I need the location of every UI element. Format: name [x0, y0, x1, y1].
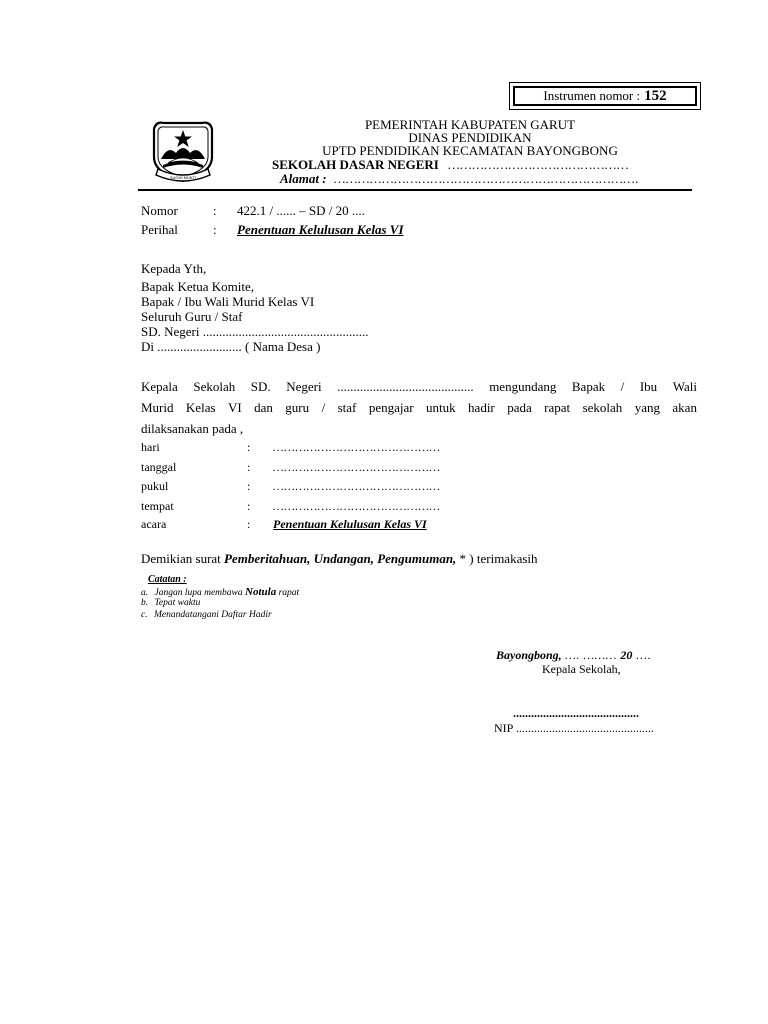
body-word: Bapak: [571, 379, 606, 394]
header-uptd: UPTD PENDIDIKAN KECAMATAN BAYONGBONG: [322, 143, 618, 158]
note-text-after: rapat: [276, 588, 300, 598]
body-word: VI: [227, 400, 242, 415]
detail-label: pukul: [141, 479, 169, 493]
letter-subject-colon: :: [213, 222, 217, 237]
detail-label: acara: [141, 517, 167, 531]
note-text: Jangan lupa membawa: [154, 588, 246, 598]
body-line-3: dilaksanakan pada ,: [141, 421, 244, 436]
letter-subject-value: Penentuan Kelulusan Kelas VI: [237, 222, 404, 237]
detail-colon: :: [247, 440, 251, 454]
body-word: akan: [672, 400, 697, 415]
detail-row-place: [141, 499, 541, 514]
body-word: yang: [634, 400, 660, 415]
signature-place: Bayongbong,: [496, 648, 562, 662]
detail-value: ………………………………………: [273, 440, 441, 454]
note-marker: a.: [141, 588, 149, 598]
body-word: untuk: [426, 400, 456, 415]
note-item: [141, 610, 272, 620]
letter-number-colon: :: [213, 203, 217, 218]
body-word: Kelas: [185, 400, 216, 415]
note-marker: c.: [141, 610, 148, 620]
instrument-label: Instrumen nomor :: [543, 88, 641, 103]
letter-subject-label: Perihal: [141, 222, 178, 237]
recipient-line: Bapak / Ibu Wali Murid Kelas VI: [141, 294, 315, 309]
recipient-line: Bapak Ketua Komite,: [141, 279, 254, 294]
closing-sentence: [141, 551, 538, 567]
body-word: /: [321, 400, 326, 415]
letter-number-label: Nomor: [141, 203, 178, 218]
detail-value: Penentuan Kelulusan Kelas VI: [273, 517, 427, 531]
body-word: /: [620, 379, 625, 394]
school-name-label: SEKOLAH DASAR NEGERI: [272, 157, 439, 172]
header-government: PEMERINTAH KABUPATEN GARUT: [364, 117, 576, 132]
school-address-row: [280, 171, 639, 187]
body-word: SD.: [250, 379, 271, 394]
letter-number-value: 422.1 / ...... – SD / 20 ....: [237, 203, 365, 218]
note-marker: b.: [141, 598, 149, 608]
header-divider: [138, 189, 692, 191]
instrument-number-box: [509, 82, 701, 110]
detail-row-date: [141, 460, 541, 475]
detail-row-day: [141, 440, 541, 455]
body-word: rapat: [544, 400, 571, 415]
body-word: Wali: [672, 379, 697, 394]
detail-value: ………………………………………: [273, 460, 441, 474]
letter-subject-row: [141, 222, 541, 238]
address-blank: ………………………………………………………………….: [333, 171, 640, 186]
body-word: Kepala: [141, 379, 178, 394]
detail-colon: :: [247, 499, 251, 513]
letter-number-row: [141, 203, 541, 219]
note-item: [141, 586, 299, 598]
garut-regency-emblem-icon: [148, 117, 218, 187]
header-department: DINAS PENDIDIKAN: [408, 130, 532, 145]
body-line-1: [141, 376, 697, 397]
body-word: pada: [507, 400, 532, 415]
detail-value: ………………………………………: [273, 499, 441, 513]
recipient-line: Seluruh Guru / Staf: [141, 309, 243, 324]
body-line-2: [141, 397, 697, 418]
recipient-greeting: Kepada Yth,: [141, 261, 207, 276]
body-paragraph: [141, 376, 697, 439]
signature-role: Kepala Sekolah,: [542, 662, 621, 676]
detail-value: ………………………………………: [273, 479, 441, 493]
body-word: Ibu: [639, 379, 658, 394]
body-word: ..........................................: [337, 379, 474, 394]
signature-year-blank: ….: [632, 648, 651, 662]
recipient-line: Di .......................... ( Nama Desa ): [141, 339, 321, 354]
body-word: mengundang: [489, 379, 557, 394]
signature-nip: NIP ..............................................: [494, 721, 654, 735]
closing-prefix: Demikian surat: [141, 551, 225, 566]
detail-label: hari: [141, 440, 160, 454]
body-word: dan: [254, 400, 273, 415]
note-text: Tepat waktu: [154, 598, 201, 608]
instrument-number: 152: [644, 87, 667, 104]
detail-label: tanggal: [141, 460, 177, 474]
note-strong: Notula: [245, 586, 277, 598]
detail-colon: :: [247, 517, 251, 531]
body-word: sekolah: [582, 400, 623, 415]
signature-name-blank: ..........................................: [513, 706, 639, 720]
signature-place-date: [496, 648, 650, 663]
closing-emphasis: Pemberitahuan, Undangan, Pengumuman,: [224, 551, 457, 566]
notes-title: Catatan :: [148, 574, 187, 585]
body-word: Sekolah: [193, 379, 236, 394]
school-name-blank: ………………………………………: [448, 157, 630, 172]
detail-colon: :: [247, 479, 251, 493]
detail-row-time: [141, 479, 541, 494]
body-word: guru: [285, 400, 310, 415]
detail-row-agenda: [141, 517, 541, 532]
body-word: Murid: [141, 400, 174, 415]
note-item: [141, 598, 200, 608]
body-word: staf: [337, 400, 357, 415]
address-label: Alamat :: [280, 171, 327, 186]
detail-label: tempat: [141, 499, 174, 513]
signature-year: 20: [620, 648, 633, 662]
closing-suffix: * ) terimakasih: [456, 551, 538, 566]
body-word: pengajar: [368, 400, 414, 415]
note-text: Menandatangani Daftar Hadir: [153, 610, 272, 620]
detail-colon: :: [247, 460, 251, 474]
signature-date-blank: …. ………: [561, 648, 621, 662]
recipient-line: SD. Negeri ...................................................: [141, 324, 369, 339]
svg-text:SUGIH MUKTI: SUGIH MUKTI: [169, 175, 197, 180]
body-word: hadir: [468, 400, 495, 415]
body-word: Negeri: [286, 379, 322, 394]
